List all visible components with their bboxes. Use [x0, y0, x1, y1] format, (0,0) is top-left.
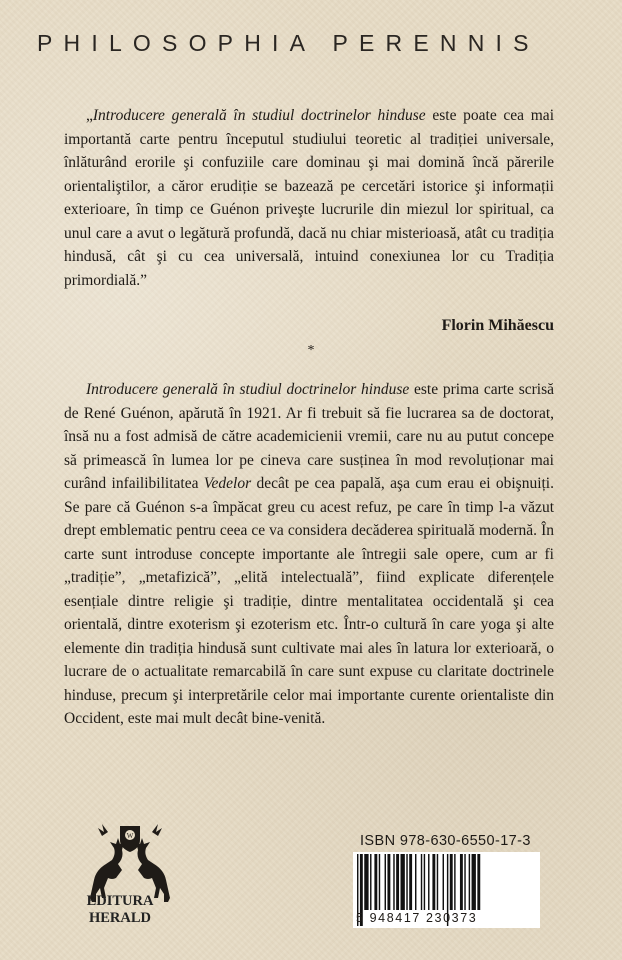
svg-text:W: W [126, 832, 134, 840]
description-book-title: Introducere generală în studiul doctrinelor hinduse [86, 381, 410, 398]
barcode-bar [364, 854, 368, 910]
barcode-bar [477, 854, 480, 910]
barcode-bar [409, 854, 412, 910]
barcode-bar [401, 854, 405, 910]
barcode-bar [374, 854, 377, 910]
barcode-bar [464, 854, 465, 910]
publisher-name [70, 893, 170, 927]
description-text-2: decât pe cea papală, aşa cum erau ei obişnuiți. Se pare că Guénon s-a împăcat greu cu acest refuz, pe care în timp l-a văzut drept emblematic pentru ceea ce va considera decăderea spirituală modernă. În carte sunt introduse concepte importante ale întregii sale opere, cum ar fi „tradiție”, „metafizică”, „elită intelectuală”, fiind explicate diferențele esențiale dintre religie şi tradiție, dintre mentalitatea occidentală şi cea orientală, dintre exoterism şi ezoterism etc. Într-o cultură în care yoga şi alte elemente din tradiția hindusă sunt cultivate mai ales în latura lor exterioară, o lucrare de o actualitate remarcabilă în care sunt expuse cu claritate doctrinele hinduse, precum şi interpretările celor mai importante curente orientaliste din Occident, este mai mult decât bine-venită. [64, 475, 554, 727]
barcode-bar [406, 854, 407, 910]
barcode-bar [379, 854, 380, 910]
quote-text: este poate cea mai importantă carte pentru începutul studiului teoretic al tradiției universale, înlăturând erorile şi confuziile care dominau şi mai domină încă părerile orientaliştilor, a căror erudiție se bazează pe cercetări istorice şi informații exterioare, în timp ce Guénon priveşte lucrurile din miezul lor spiritual, ca unul care a avut o legătură profundă, dacă nu chiar misterioasă, atât cu tradiția hindusă, cât şi cu cea universală, intuind conexiunea lor cu Tradiția primordială.” [64, 107, 554, 289]
publisher-line2: HERALD [88, 910, 152, 926]
barcode-bar [454, 854, 455, 910]
barcode-bar [387, 854, 390, 910]
barcode-bar [428, 854, 429, 910]
description-paragraph [64, 378, 554, 731]
quote-book-title: Introducere generală în studiul doctrinelor hinduse [92, 107, 426, 124]
barcode-bar [443, 854, 444, 910]
series-title: PHILOSOPHIA PERENNIS [37, 30, 540, 56]
barcode-bar [370, 854, 371, 910]
description-text-1: este prima carte scrisă de René Guénon, apărută în 1921. Ar fi trebuit să fie lucrarea sa de doctorat, însă nu a fost admisă de către academicienii vremii, care nu au putut concepe să primească în lumea lor pe cineva care susținea în mod revoluționar mai curând infailibilitatea [64, 381, 554, 492]
vedas-term: Vedelor [203, 475, 252, 492]
barcode-bar [469, 854, 470, 910]
barcode-bar [437, 854, 438, 910]
publisher-line1: EDITURA [86, 893, 154, 909]
quote-author: Florin Mihăescu [441, 317, 554, 334]
barcode-bar [450, 854, 453, 910]
barcode-bar [421, 854, 422, 910]
quote-paragraph [64, 104, 554, 292]
barcode-bar [472, 854, 476, 910]
quote-open-mark: „ [86, 107, 93, 124]
barcode-bar [385, 854, 386, 910]
barcode-bar [415, 854, 416, 910]
barcode-digits: 5 948417 230373 [356, 911, 478, 925]
isbn-label: ISBN 978-630-6550-17-3 [360, 833, 531, 849]
section-separator: * [307, 343, 315, 358]
barcode-bar [424, 854, 425, 910]
barcode-bar [432, 854, 435, 910]
barcode-bar [393, 854, 394, 910]
barcode-bar [460, 854, 463, 910]
barcode-bar [396, 854, 399, 910]
